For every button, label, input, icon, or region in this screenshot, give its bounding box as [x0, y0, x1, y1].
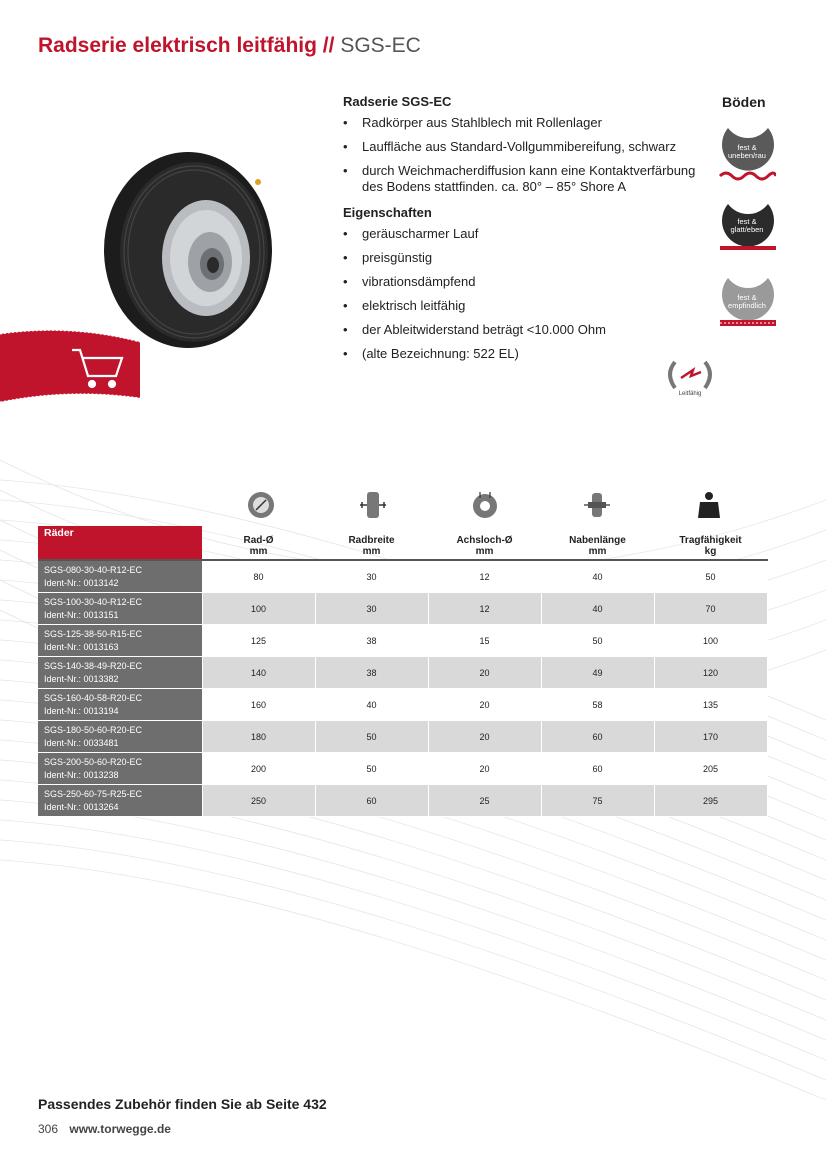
- table-cell: 25: [428, 785, 541, 817]
- title-code: SGS-EC: [340, 34, 421, 57]
- table-row: [38, 625, 767, 657]
- header-nabenlaenge: Nabenlänge mm: [541, 526, 654, 560]
- table-cell: 30: [315, 560, 428, 593]
- table-cell: 80: [202, 560, 315, 593]
- table-cell: 40: [541, 560, 654, 593]
- list-item: • preisgünstig: [343, 250, 718, 266]
- table-cell: 100: [202, 593, 315, 625]
- table-cell: 50: [315, 753, 428, 785]
- list-item: • geräuscharmer Lauf: [343, 226, 718, 242]
- table-row: [38, 753, 767, 785]
- product-wheel-image: [98, 150, 274, 350]
- floor-sensitive-icon: fest & empfindlich: [718, 270, 776, 332]
- product-name-cell: SGS-180-50-60-R20-EC Ident-Nr.: 0033481: [38, 721, 202, 753]
- shop-ribbon[interactable]: [0, 328, 152, 410]
- page-number: 306: [38, 1122, 59, 1136]
- product-table: [38, 526, 768, 817]
- product-name-cell: SGS-100-30-40-R12-EC Ident-Nr.: 0013151: [38, 593, 202, 625]
- series-heading: Radserie SGS-EC: [343, 94, 452, 109]
- table-cell: 38: [315, 625, 428, 657]
- table-cell: 40: [541, 593, 654, 625]
- list-item: • Lauffläche aus Standard-Vollgummibereifung, schwarz: [343, 139, 718, 155]
- axle-hole-icon: [429, 490, 541, 524]
- title-main: Radserie elektrisch leitfähig: [38, 34, 317, 57]
- hub-length-icon: [541, 490, 653, 524]
- table-cell: 125: [202, 625, 315, 657]
- table-cell: 20: [428, 657, 541, 689]
- table-row: [38, 721, 767, 753]
- table-cell: 12: [428, 593, 541, 625]
- table-cell: 40: [315, 689, 428, 721]
- series-list: [343, 115, 718, 195]
- table-cell: 12: [428, 560, 541, 593]
- table-cell: 75: [541, 785, 654, 817]
- table-cell: 38: [315, 657, 428, 689]
- properties-list: [343, 226, 718, 362]
- page-footer: [38, 1122, 171, 1136]
- table-cell: 58: [541, 689, 654, 721]
- product-name-cell: SGS-140-38-49-R20-EC Ident-Nr.: 0013382: [38, 657, 202, 689]
- load-capacity-icon: [653, 490, 765, 524]
- header-radbreite: Radbreite mm: [315, 526, 428, 560]
- table-row: [38, 689, 767, 721]
- floor-rough-icon: fest & uneben/rau: [718, 120, 776, 182]
- table-cell: 50: [315, 721, 428, 753]
- accessory-note: Passendes Zubehör finden Sie ab Seite 432: [38, 1096, 327, 1112]
- page-title: [38, 34, 421, 58]
- list-item: • Radkörper aus Stahlblech mit Rollenlager: [343, 115, 718, 131]
- table-cell: 135: [654, 689, 767, 721]
- product-name-cell: SGS-200-50-60-R20-EC Ident-Nr.: 0013238: [38, 753, 202, 785]
- table-cell: 60: [541, 753, 654, 785]
- product-name-cell: SGS-125-38-50-R15-EC Ident-Nr.: 0013163: [38, 625, 202, 657]
- table-cell: 30: [315, 593, 428, 625]
- table-row: [38, 593, 767, 625]
- table-cell: 60: [541, 721, 654, 753]
- floors-heading: Böden: [722, 94, 766, 110]
- table-row: [38, 785, 767, 817]
- product-name-cell: SGS-250-60-75-R25-EC Ident-Nr.: 0013264: [38, 785, 202, 817]
- table-cell: 60: [315, 785, 428, 817]
- table-header-row: [38, 526, 767, 560]
- header-tragfaehigkeit: Tragfähigkeit kg: [654, 526, 767, 560]
- table-cell: 70: [654, 593, 767, 625]
- table-cell: 250: [202, 785, 315, 817]
- table-cell: 20: [428, 689, 541, 721]
- table-cell: 20: [428, 753, 541, 785]
- conductive-icon: Leitfähig: [663, 358, 717, 400]
- table-cell: 180: [202, 721, 315, 753]
- table-cell: 295: [654, 785, 767, 817]
- header-rad-diameter: Rad-Ø mm: [202, 526, 315, 560]
- list-item: • elektrisch leitfähig: [343, 298, 718, 314]
- table-cell: 49: [541, 657, 654, 689]
- floor-smooth-icon: fest & glatt/eben: [718, 196, 776, 258]
- list-item: • vibrationsdämpfend: [343, 274, 718, 290]
- header-raeder: Räder: [38, 526, 202, 560]
- table-cell: 160: [202, 689, 315, 721]
- table-cell: 20: [428, 721, 541, 753]
- table-cell: 100: [654, 625, 767, 657]
- table-cell: 205: [654, 753, 767, 785]
- website-link[interactable]: www.torwegge.de: [69, 1122, 171, 1136]
- list-item: • durch Weichmacherdiffusion kann eine Kontaktverfärbung des Bodens stattfinden. ca. 80° – 85° Shore A: [343, 163, 718, 195]
- column-icons-row: [205, 490, 767, 524]
- table-cell: 200: [202, 753, 315, 785]
- properties-heading: Eigenschaften: [343, 205, 432, 220]
- table-row: [38, 560, 767, 593]
- table-cell: 15: [428, 625, 541, 657]
- list-item: • der Ableitwiderstand beträgt <10.000 Ohm: [343, 322, 718, 338]
- wheel-width-icon: [317, 490, 429, 524]
- list-item: • (alte Bezeichnung: 522 EL): [343, 346, 718, 362]
- product-name-cell: SGS-160-40-58-R20-EC Ident-Nr.: 0013194: [38, 689, 202, 721]
- table-cell: 50: [654, 560, 767, 593]
- table-cell: 140: [202, 657, 315, 689]
- description-block: [343, 94, 718, 372]
- table-cell: 170: [654, 721, 767, 753]
- title-separator: //: [322, 34, 335, 57]
- product-name-cell: SGS-080-30-40-R12-EC Ident-Nr.: 0013142: [38, 560, 202, 593]
- table-row: [38, 657, 767, 689]
- table-cell: 120: [654, 657, 767, 689]
- table-cell: 50: [541, 625, 654, 657]
- header-achsloch: Achsloch-Ø mm: [428, 526, 541, 560]
- wheel-diameter-icon: [205, 490, 317, 524]
